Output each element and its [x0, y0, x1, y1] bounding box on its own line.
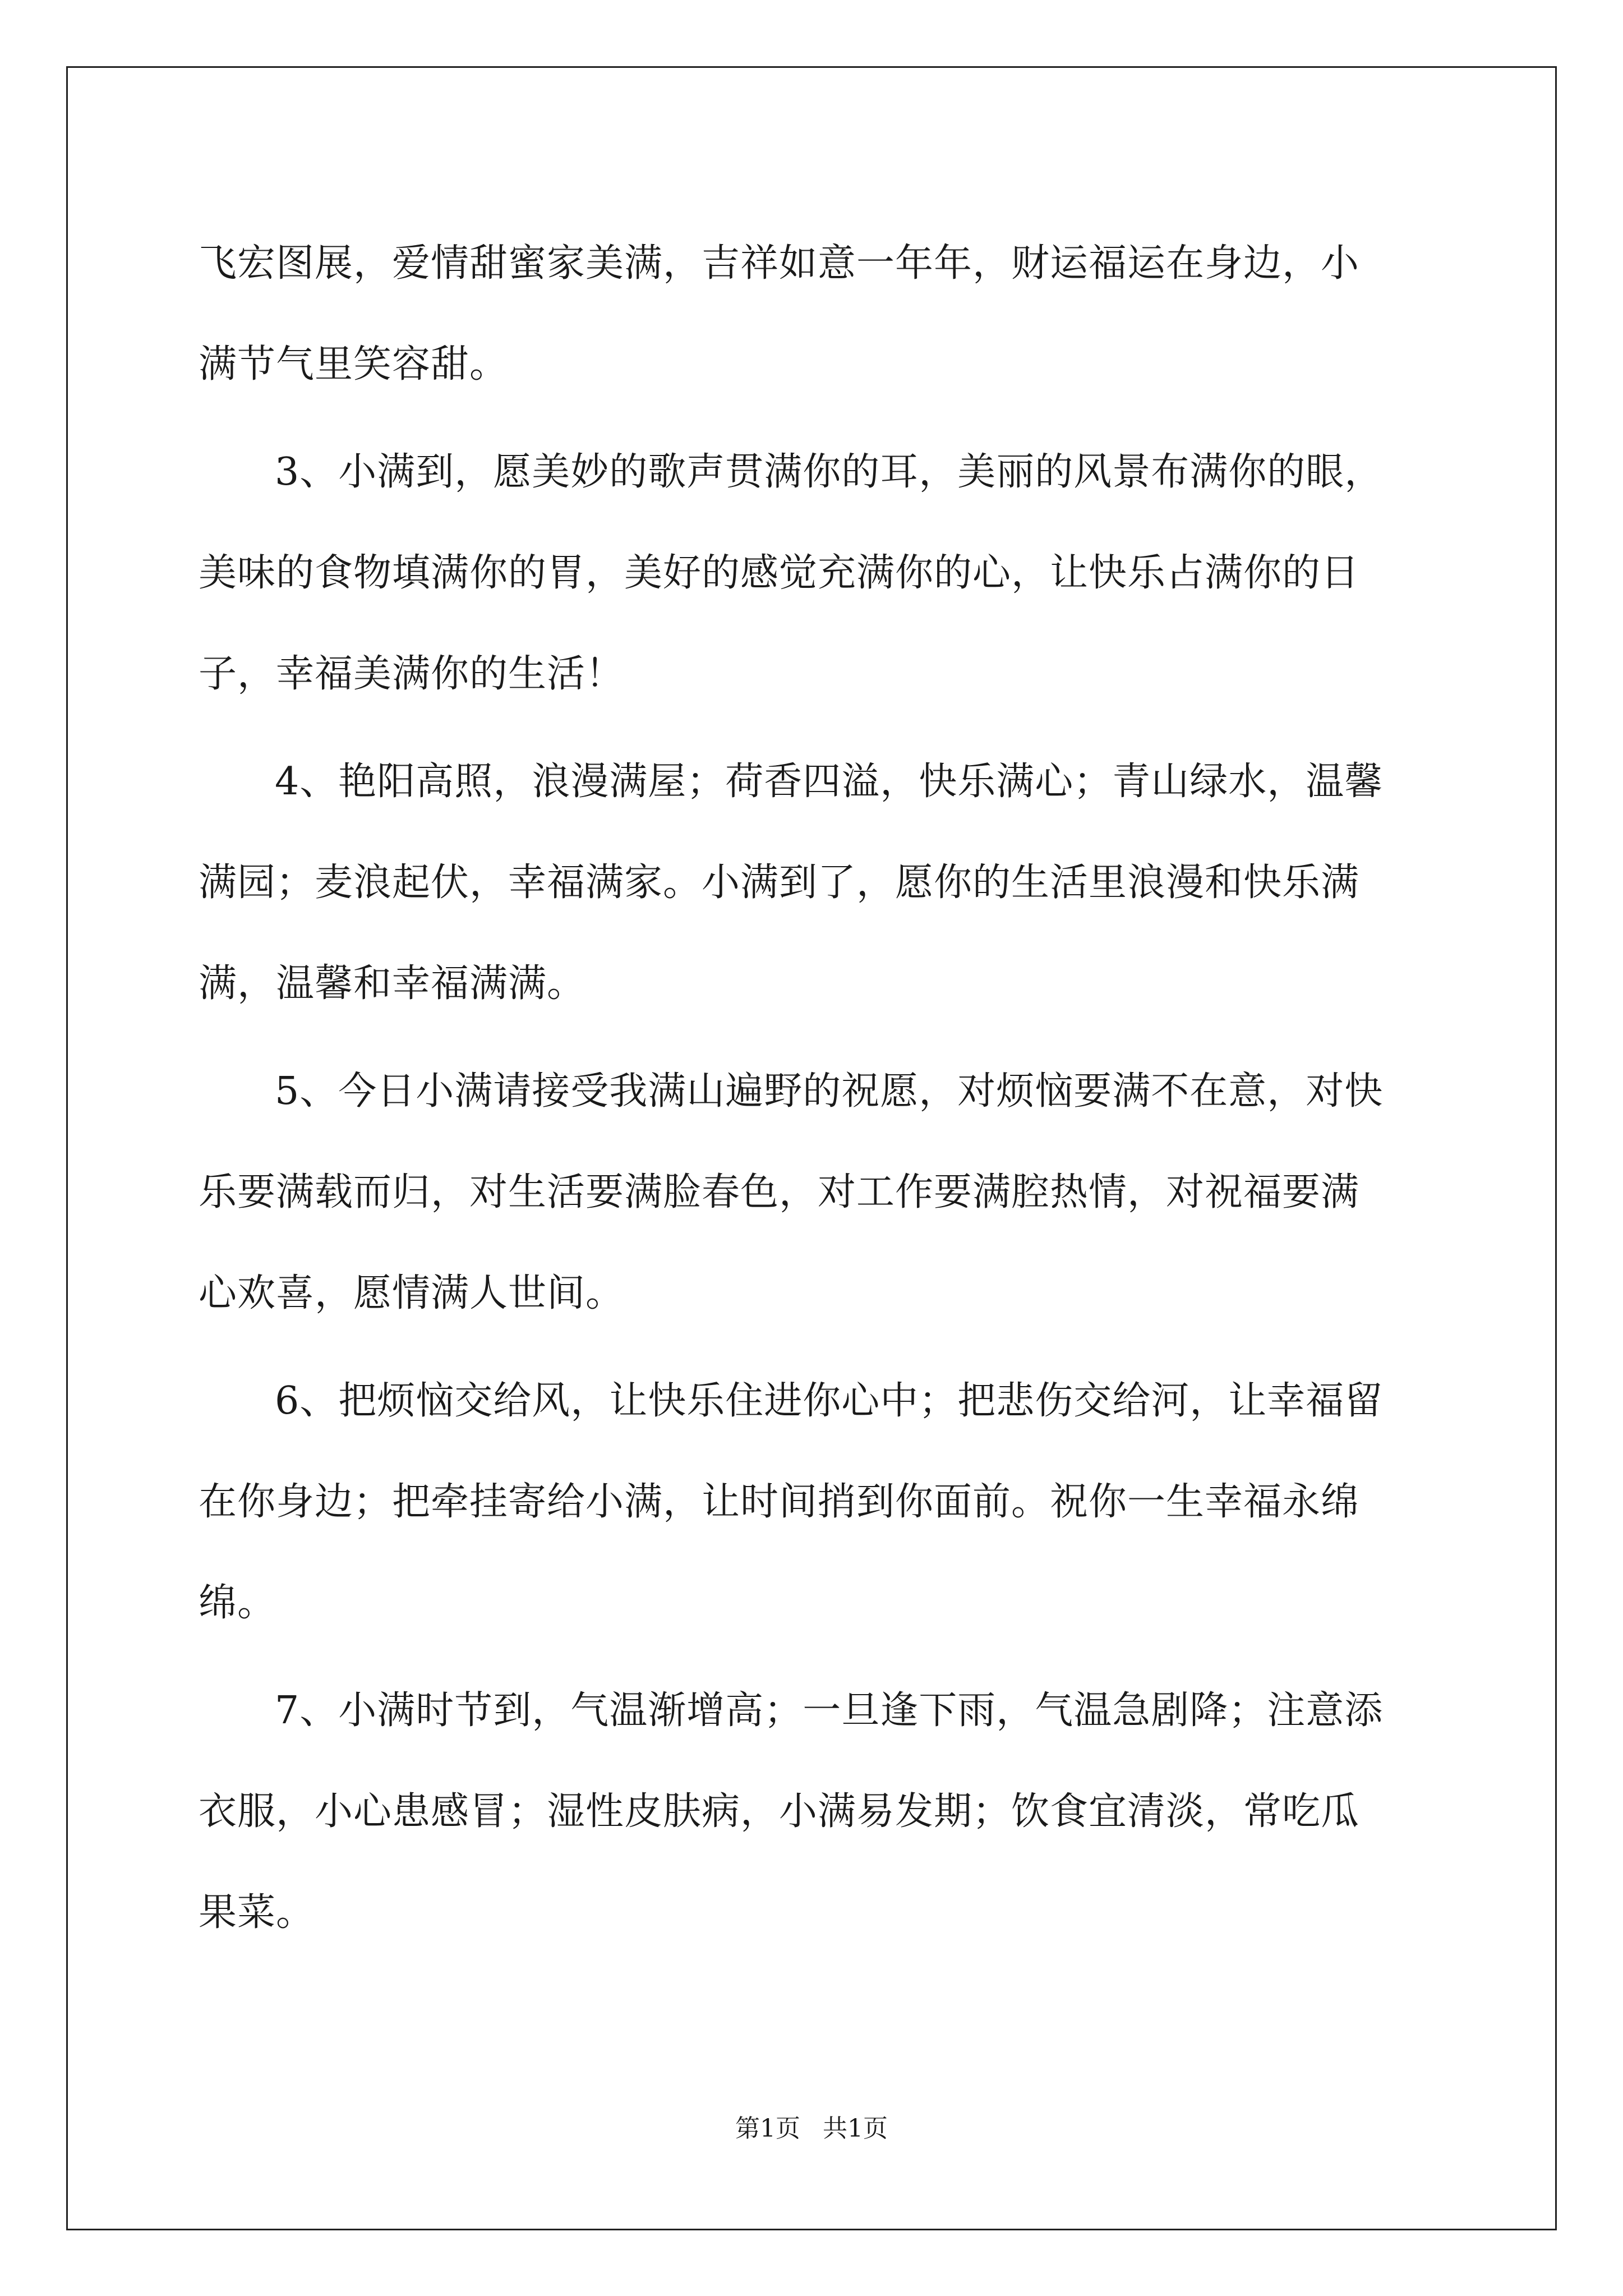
- text-line: 果菜。: [199, 1890, 315, 1935]
- text-line: 满，温馨和幸福满满。: [199, 961, 586, 1006]
- text-line: 心欢喜，愿情满人世间。: [199, 1271, 625, 1315]
- paragraph-2: [199, 422, 1427, 725]
- document-body: [199, 213, 1427, 1963]
- text-line: 绵。: [199, 1581, 276, 1625]
- text-line: 飞宏图展，爱情甜蜜家美满，吉祥如意一年年，财运福运在身边，小: [199, 241, 1360, 286]
- text-line: 美味的食物填满你的胃，美好的感觉充满你的心，让快乐占满你的日: [199, 551, 1360, 595]
- page-footer: [0, 2112, 1623, 2146]
- page-total: 共1页: [823, 2114, 888, 2143]
- text-line: 在你身边；把牵挂寄给小满，让时间捎到你面前。祝你一生幸福永绵: [199, 1480, 1360, 1524]
- text-line: 乐要满载而归，对生活要满脸春色，对工作要满腔热情，对祝福要满: [199, 1170, 1360, 1214]
- paragraph-4: [199, 1041, 1427, 1344]
- text-line: 3、小满到，愿美妙的歌声贯满你的耳，美丽的风景布满你的眼，: [275, 450, 1384, 494]
- paragraph-6: [199, 1660, 1427, 1963]
- text-line: 4、艳阳高照，浪漫满屋；荷香四溢，快乐满心；青山绿水，温馨: [275, 760, 1384, 804]
- text-line: 衣服，小心患感冒；湿性皮肤病，小满易发期；饮食宜清淡，常吃瓜: [199, 1789, 1360, 1834]
- text-line: 6、把烦恼交给风，让快乐住进你心中；把悲伤交给河，让幸福留: [275, 1379, 1384, 1423]
- text-line: 满节气里笑容甜。: [199, 342, 509, 386]
- page-number: 第1页: [735, 2114, 800, 2143]
- paragraph-5: [199, 1351, 1427, 1654]
- paragraph-1: [199, 213, 1427, 415]
- paragraph-3: [199, 731, 1427, 1034]
- text-line: 子，幸福美满你的生活！: [199, 652, 625, 696]
- text-line: 5、今日小满请接受我满山遍野的祝愿，对烦恼要满不在意，对快: [275, 1069, 1384, 1114]
- text-line: 满园；麦浪起伏，幸福满家。小满到了，愿你的生活里浪漫和快乐满: [199, 861, 1360, 905]
- text-line: 7、小满时节到，气温渐增高；一旦逢下雨，气温急剧降；注意添: [275, 1688, 1384, 1733]
